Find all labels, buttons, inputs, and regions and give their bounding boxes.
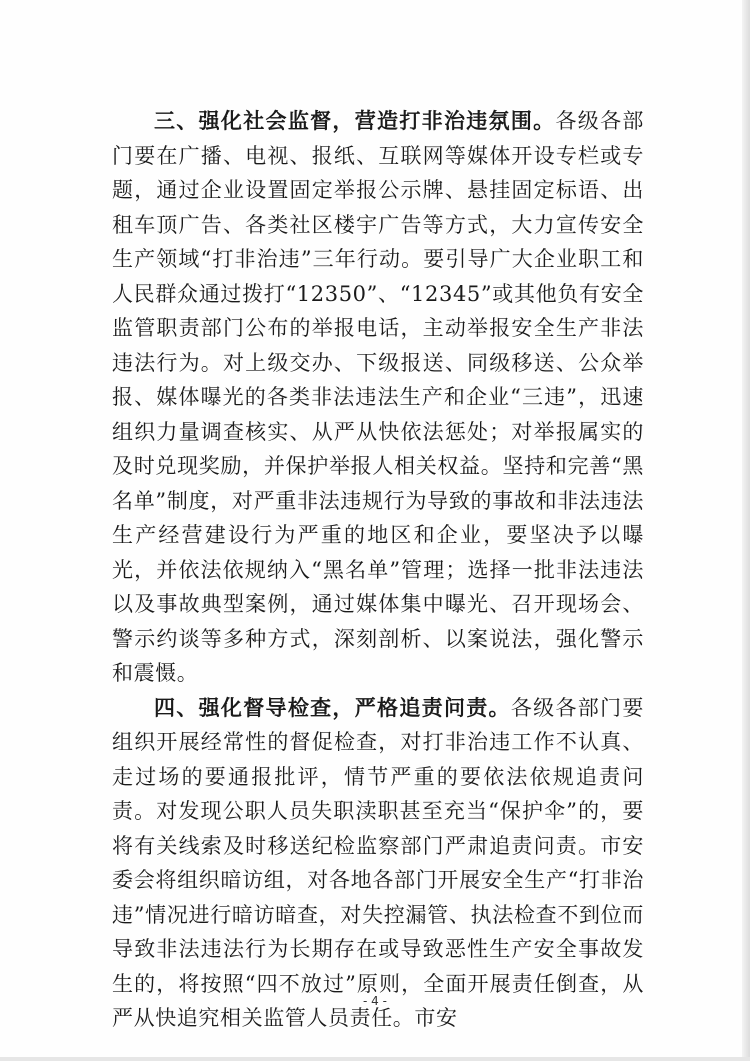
section-three-body: 各级各部门要在广播、电视、报纸、互联网等媒体开设专栏或专题，通过企业设置固定举报公示牌、悬挂固定标语、出租车顶广告、各类社区楼宇广告等方式，大力宣传安全生产领域“打非治违”三年行动。要引导广大企业职工和人民群众通过拨打“12350”、“12345”或其他负有安全监管职责部门公布的举报电话，主动举报安全生产非法违法行为。对上级交办、下级报送、同级移送、公众举报、媒体曝光的各类非法违法生产和企业“三违”，迅速组织力量调查核实、从严从快依法惩处；对举报属实的及时兑现奖励，并保护举报人相关权益。坚持和完善“黑名单”制度，对严重非法违规行为导致的事故和非法违法生产经营建设行为严重的地区和企业，要坚决予以曝光，并依法依规纳入“黑名单”管理；选择一批非法违法以及事故典型案例，通过媒体集中曝光、召开现场会、警示约谈等多种方式，深刻剖析、以案说法，强化警示和震慑。 (112, 109, 644, 685)
section-four-heading: 四、强化督导检查，严格追责问责。 (154, 695, 511, 720)
section-four-body: 各级各部门要组织开展经常性的督促检查，对打非治违工作不认真、走过场的要通报批评，情节严重的要依法依规追责问责。对发现公职人员失职渎职甚至充当“保护伞”的，要将有关线索及时移送纪检监察部门严肃追责问责。市安委会将组织暗访组，对各地各部门开展安全生产“打非治违”情况进行暗访暗查，对失控漏管、执法检查不到位而导致非法违法行为长期存在或导致恶性生产安全事故发生的，将按照“四不放过”原则，全面开展责任倒查，从严从快追究相关监管人员责任。市安 (112, 695, 644, 1030)
document-body (112, 104, 644, 1036)
section-three-heading: 三、强化社会监督，营造打非治违氛围。 (154, 109, 556, 133)
section-four-paragraph (112, 691, 644, 1036)
page-bottom-edge (0, 1057, 750, 1061)
page-number: - 4 - (363, 994, 387, 1008)
section-three-paragraph (112, 104, 644, 691)
page-edge-shadow (742, 0, 750, 1061)
